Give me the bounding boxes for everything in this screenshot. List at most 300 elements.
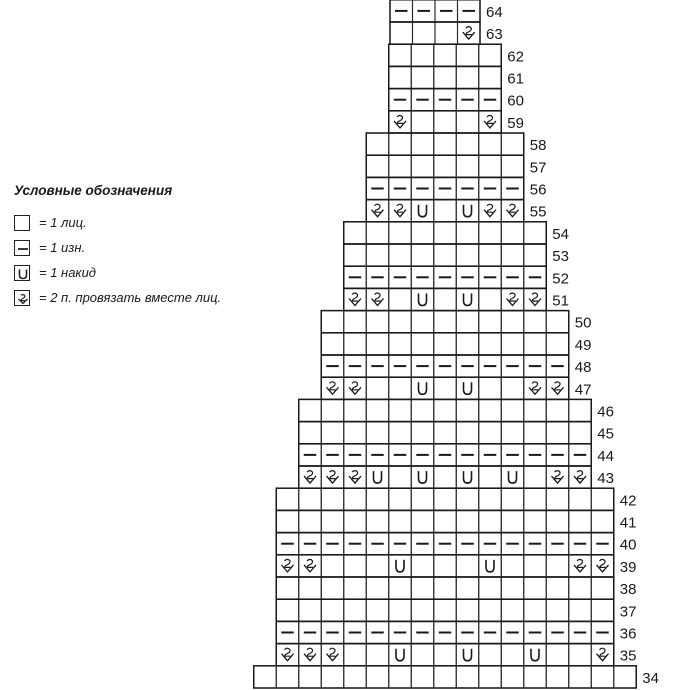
- chart-cell: [434, 311, 457, 333]
- chart-cell: [344, 599, 367, 621]
- chart-cell: [434, 222, 457, 244]
- k2tog-mark: [552, 471, 564, 484]
- chart-cell: [569, 555, 592, 577]
- yarn-over-mark: [419, 382, 427, 394]
- chart-cell: [524, 222, 547, 244]
- chart-cell: [456, 466, 479, 488]
- chart-cell: [569, 666, 592, 688]
- chart-cell: [321, 510, 344, 532]
- chart-cell: [366, 666, 389, 688]
- chart-cell: [546, 466, 569, 488]
- row-outline: [344, 288, 547, 310]
- chart-cell: [299, 399, 322, 421]
- chart-cell: [524, 311, 547, 333]
- chart-cell: [546, 577, 569, 599]
- chart-cell: [389, 422, 412, 444]
- row-number: 45: [597, 425, 614, 443]
- chart-cell: [411, 488, 434, 510]
- yarn-over-mark: [396, 649, 404, 661]
- row-outline: [276, 599, 614, 621]
- chart-cell: [321, 599, 344, 621]
- chart-cell: [479, 666, 502, 688]
- chart-cell: [299, 666, 322, 688]
- chart-cell: [524, 422, 547, 444]
- yarn-over-mark: [396, 560, 404, 572]
- legend-label-k2tog: = 2 п. провязать вместе лиц.: [39, 290, 222, 305]
- chart-cell: [434, 44, 457, 66]
- row-outline: [344, 244, 547, 266]
- k2tog-mark: [349, 382, 361, 395]
- chart-cell: [479, 377, 502, 399]
- chart-cell: [479, 155, 502, 177]
- chart-cell: [501, 644, 524, 666]
- chart-cell: [434, 422, 457, 444]
- chart-cell: [366, 510, 389, 532]
- chart-cell: [321, 555, 344, 577]
- row-number: 36: [619, 625, 637, 643]
- yarn-over-mark: [419, 471, 427, 483]
- chart-cell: [456, 577, 479, 599]
- chart-cell: [411, 44, 434, 66]
- chart-cell: [456, 488, 479, 510]
- row-outline: [299, 466, 592, 488]
- chart-cell: [299, 422, 322, 444]
- chart-cell: [366, 155, 389, 177]
- chart-cell: [591, 666, 614, 688]
- chart-cell: [389, 133, 412, 155]
- chart-cell: [411, 466, 434, 488]
- chart-cell: [456, 555, 479, 577]
- chart-cell: [456, 377, 479, 399]
- chart-cell: [344, 666, 367, 688]
- chart-cell: [389, 66, 412, 88]
- row-outline: [299, 399, 592, 421]
- row-number: 43: [597, 470, 614, 488]
- chart-cell: [591, 599, 614, 621]
- chart-cell: [501, 599, 524, 621]
- chart-cell: [546, 399, 569, 421]
- k2tog-mark: [327, 382, 339, 395]
- k2tog-mark: [394, 204, 406, 217]
- chart-cell: [524, 599, 547, 621]
- chart-cell: [389, 222, 412, 244]
- chart-cell: [479, 644, 502, 666]
- k2tog-mark: [282, 648, 294, 661]
- chart-cell: [344, 333, 367, 355]
- chart-cell: [434, 244, 457, 266]
- k2tog-mark: [529, 382, 541, 395]
- k2tog-mark: [484, 115, 496, 128]
- row-number: 51: [552, 292, 569, 310]
- chart-cell: [456, 200, 479, 222]
- legend-title: Условные обозначения: [14, 183, 173, 198]
- row-number: 59: [507, 114, 524, 132]
- chart-cell: [546, 555, 569, 577]
- row-number: 42: [619, 492, 637, 510]
- chart-cell: [546, 510, 569, 532]
- k2tog-mark: [304, 648, 316, 661]
- chart-cell: [389, 200, 412, 222]
- row-number: 40: [619, 536, 637, 554]
- chart-cell: [389, 488, 412, 510]
- chart-cell: [411, 510, 434, 532]
- chart-cell: [479, 422, 502, 444]
- row-number: 35: [619, 647, 637, 665]
- chart-cell: [546, 488, 569, 510]
- chart-cell: [299, 510, 322, 532]
- chart-cell: [456, 422, 479, 444]
- chart-cell: [479, 66, 502, 88]
- chart-cell: [456, 311, 479, 333]
- chart-cell: [389, 155, 412, 177]
- chart-cell: [434, 466, 457, 488]
- chart-cell: [614, 666, 637, 688]
- row-outline: [276, 488, 614, 510]
- row-outline: [276, 555, 614, 577]
- chart-cell: [479, 577, 502, 599]
- legend-item-yo: [14, 260, 314, 285]
- chart-cell: [479, 399, 502, 421]
- chart-cell: [434, 666, 457, 688]
- chart-cell: [366, 555, 389, 577]
- row-number: 39: [619, 558, 637, 576]
- chart-cell: [434, 377, 457, 399]
- legend-item-knit: [14, 210, 314, 235]
- chart-cell: [434, 111, 457, 133]
- k2tog-mark: [394, 115, 406, 128]
- chart-cell: [411, 555, 434, 577]
- row-number: 47: [574, 381, 592, 399]
- chart-cell: [546, 666, 569, 688]
- chart-cell: [524, 466, 547, 488]
- chart-cell: [389, 311, 412, 333]
- chart-cell: [434, 399, 457, 421]
- chart-cell: [366, 244, 389, 266]
- chart-cell: [276, 599, 299, 621]
- chart-cell: [366, 200, 389, 222]
- row-number: 50: [574, 314, 592, 332]
- legend-label-purl: = 1 изн.: [39, 240, 86, 255]
- yarn-over-mark: [419, 205, 427, 217]
- chart-cell: [501, 555, 524, 577]
- chart-cell: [344, 510, 367, 532]
- chart-cell: [366, 377, 389, 399]
- chart-cell: [366, 422, 389, 444]
- chart-cell: [321, 577, 344, 599]
- yarn-over-mark: [486, 560, 494, 572]
- chart-cell: [434, 200, 457, 222]
- k2tog-mark: [574, 471, 586, 484]
- chart-cell: [456, 333, 479, 355]
- chart-cell: [299, 488, 322, 510]
- chart-cell: [366, 577, 389, 599]
- chart-cell: [456, 666, 479, 688]
- chart-cell: [479, 244, 502, 266]
- chart-cell: [299, 644, 322, 666]
- chart-cell: [411, 377, 434, 399]
- chart-cell: [389, 399, 412, 421]
- k2tog-mark: [372, 204, 384, 217]
- chart-cell: [411, 133, 434, 155]
- chart-cell: [276, 488, 299, 510]
- chart-cell: [411, 311, 434, 333]
- chart-cell: [479, 200, 502, 222]
- chart-cell: [411, 288, 434, 310]
- chart-cell: [456, 399, 479, 421]
- chart-cell: [366, 222, 389, 244]
- chart-cell: [501, 311, 524, 333]
- chart-cell: [411, 222, 434, 244]
- chart-cell: [501, 422, 524, 444]
- chart-cell: [366, 333, 389, 355]
- chart-cell: [434, 599, 457, 621]
- row-outline: [321, 311, 569, 333]
- row-number: 55: [529, 203, 547, 221]
- chart-cell: [456, 155, 479, 177]
- chart-cell: [389, 44, 412, 66]
- chart-cell: [546, 599, 569, 621]
- chart-cell: [344, 222, 367, 244]
- chart-cell: [389, 555, 412, 577]
- chart-cell: [546, 333, 569, 355]
- chart-cell: [321, 377, 344, 399]
- chart-cell: [591, 555, 614, 577]
- yarn-over-mark: [464, 294, 472, 306]
- row-number: 37: [619, 603, 637, 621]
- row-number: 38: [619, 581, 637, 599]
- chart-cell: [591, 577, 614, 599]
- chart-cell: [389, 577, 412, 599]
- yarn-over-mark: [464, 471, 472, 483]
- chart-cell: [546, 377, 569, 399]
- chart-cell: [276, 644, 299, 666]
- chart-cell: [434, 133, 457, 155]
- k2tog-mark: [529, 293, 541, 306]
- chart-cell: [501, 399, 524, 421]
- chart-cell: [501, 510, 524, 532]
- chart-cell: [569, 644, 592, 666]
- chart-cell: [344, 555, 367, 577]
- chart-cell: [479, 466, 502, 488]
- chart-cell: [479, 133, 502, 155]
- chart-cell: [366, 288, 389, 310]
- legend-label-yo: = 1 накид: [39, 265, 96, 280]
- chart-cell: [456, 222, 479, 244]
- chart-cell: [411, 66, 434, 88]
- k2tog-mark: [552, 382, 564, 395]
- chart-cell: [591, 488, 614, 510]
- chart-cell: [321, 333, 344, 355]
- chart-cell: [366, 133, 389, 155]
- chart-cell: [321, 488, 344, 510]
- chart-cell: [569, 488, 592, 510]
- chart-cell: [569, 466, 592, 488]
- row-number: 62: [507, 48, 524, 66]
- chart-cell: [434, 644, 457, 666]
- chart-cell: [389, 333, 412, 355]
- chart-cell: [479, 333, 502, 355]
- chart-cell: [501, 666, 524, 688]
- row-outline: [389, 44, 502, 66]
- chart-cell: [435, 22, 458, 44]
- k2tog-mark: [484, 204, 496, 217]
- k2tog-mark: [507, 293, 519, 306]
- chart-cell: [434, 333, 457, 355]
- chart-cell: [456, 288, 479, 310]
- chart-cell: [524, 666, 547, 688]
- yarn-over-mark: [464, 382, 472, 394]
- row-outline: [276, 577, 614, 599]
- chart-cell: [524, 644, 547, 666]
- chart-cell: [456, 510, 479, 532]
- chart-cell: [389, 599, 412, 621]
- chart-cell: [479, 111, 502, 133]
- chart-cell: [456, 644, 479, 666]
- chart-cell: [434, 155, 457, 177]
- chart-cell: [501, 377, 524, 399]
- chart-cell: [501, 288, 524, 310]
- chart-cell: [501, 488, 524, 510]
- chart-cell: [546, 311, 569, 333]
- chart-cell: [591, 510, 614, 532]
- chart-cell: [299, 577, 322, 599]
- row-number: 41: [619, 514, 637, 532]
- chart-cell: [434, 488, 457, 510]
- chart-cell: [501, 577, 524, 599]
- chart-cell: [411, 422, 434, 444]
- chart-cell: [434, 288, 457, 310]
- chart-cell: [479, 510, 502, 532]
- row-outline: [321, 377, 569, 399]
- chart-cell: [456, 133, 479, 155]
- chart-cell: [299, 466, 322, 488]
- k2tog-mark: [574, 559, 586, 572]
- chart-cell: [411, 111, 434, 133]
- chart-cell: [344, 577, 367, 599]
- row-outline: [366, 155, 524, 177]
- chart-cell: [546, 644, 569, 666]
- row-number: 52: [552, 270, 569, 288]
- chart-cell: [479, 555, 502, 577]
- chart-cell: [389, 377, 412, 399]
- chart-cell: [456, 111, 479, 133]
- chart-cell: [501, 133, 524, 155]
- chart-cell: [366, 644, 389, 666]
- chart-cell: [569, 422, 592, 444]
- row-number: 44: [597, 447, 614, 465]
- chart-cell: [389, 644, 412, 666]
- legend-label-knit: = 1 лиц.: [39, 215, 87, 230]
- chart-cell: [344, 644, 367, 666]
- chart-cell: [458, 22, 481, 44]
- k2tog-symbol-icon: [14, 290, 30, 306]
- chart-cell: [411, 666, 434, 688]
- k2tog-mark: [304, 471, 316, 484]
- row-number: 63: [486, 26, 503, 44]
- chart-cell: [321, 422, 344, 444]
- chart-cell: [411, 599, 434, 621]
- k2tog-mark: [304, 559, 316, 572]
- chart-cell: [389, 666, 412, 688]
- chart-cell: [479, 599, 502, 621]
- yarn-over-mark: [374, 471, 382, 483]
- k2tog-mark: [327, 471, 339, 484]
- k2tog-mark: [597, 559, 609, 572]
- yarn-over-mark: [419, 294, 427, 306]
- row-number: 58: [529, 137, 547, 155]
- chart-cell: [411, 644, 434, 666]
- chart-cell: [501, 155, 524, 177]
- chart-cell: [434, 66, 457, 88]
- row-outline: [254, 666, 637, 688]
- row-number: 61: [507, 70, 524, 88]
- chart-cell: [390, 22, 413, 44]
- chart-cell: [389, 111, 412, 133]
- k2tog-mark: [463, 27, 475, 39]
- chart-cell: [524, 333, 547, 355]
- chart-cell: [569, 399, 592, 421]
- chart-cell: [524, 377, 547, 399]
- chart-cell: [569, 510, 592, 532]
- chart-cell: [411, 399, 434, 421]
- row-number: 46: [597, 403, 614, 421]
- k2tog-mark: [282, 559, 294, 572]
- chart-cell: [501, 466, 524, 488]
- chart-cell: [344, 311, 367, 333]
- chart-cell: [524, 577, 547, 599]
- chart-cell: [479, 288, 502, 310]
- chart-cell: [479, 222, 502, 244]
- row-outline: [276, 510, 614, 532]
- chart-cell: [479, 44, 502, 66]
- chart-cell: [299, 555, 322, 577]
- chart-cell: [366, 399, 389, 421]
- row-number: 48: [574, 359, 592, 377]
- chart-cell: [456, 44, 479, 66]
- chart-cell: [456, 244, 479, 266]
- chart-cell: [434, 577, 457, 599]
- chart-cell: [524, 399, 547, 421]
- knit-symbol-icon: [14, 215, 30, 231]
- row-outline: [321, 333, 569, 355]
- chart-cell: [344, 422, 367, 444]
- row-number: 34: [642, 669, 659, 687]
- chart-cell: [389, 244, 412, 266]
- chart-cell: [276, 577, 299, 599]
- chart-cell: [411, 577, 434, 599]
- chart-cell: [321, 466, 344, 488]
- chart-cell: [524, 510, 547, 532]
- chart-cell: [389, 466, 412, 488]
- chart-cell: [501, 244, 524, 266]
- chart-cell: [366, 466, 389, 488]
- chart-cell: [411, 200, 434, 222]
- chart-cell: [344, 466, 367, 488]
- chart-cell: [411, 333, 434, 355]
- chart-cell: [276, 510, 299, 532]
- chart-cell: [321, 311, 344, 333]
- chart-cell: [591, 644, 614, 666]
- chart-cell: [344, 399, 367, 421]
- chart-cell: [299, 599, 322, 621]
- chart-cell: [501, 222, 524, 244]
- chart-cell: [479, 311, 502, 333]
- yarn-over-symbol-icon: [14, 265, 30, 281]
- chart-cell: [501, 333, 524, 355]
- chart-cell: [344, 244, 367, 266]
- chart-cell: [276, 666, 299, 688]
- row-number: 56: [529, 181, 547, 199]
